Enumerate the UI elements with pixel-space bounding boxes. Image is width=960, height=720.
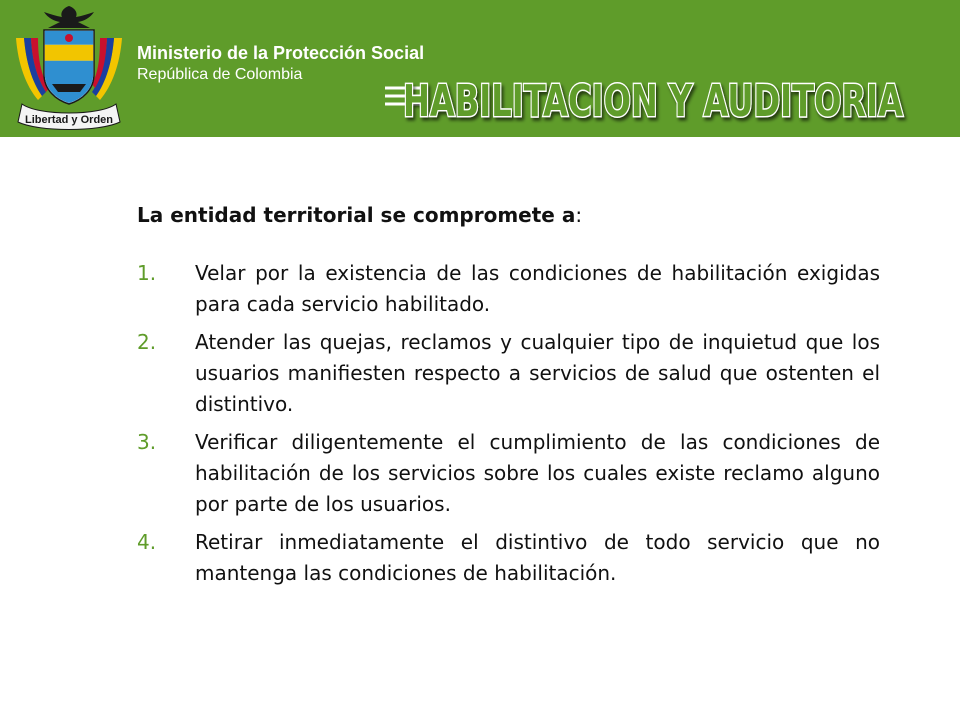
commitments-list xyxy=(137,258,880,589)
main-content xyxy=(137,200,880,596)
ministry-subtitle: República de Colombia xyxy=(137,66,303,83)
svg-text:Libertad y Orden: Libertad y Orden xyxy=(24,114,114,126)
list-item-number: 4. xyxy=(137,530,157,554)
header-banner xyxy=(0,0,960,137)
list-item xyxy=(137,527,880,589)
list-item xyxy=(137,327,880,420)
list-item-number: 2. xyxy=(137,330,157,354)
ministry-title: Ministerio de la Protección Social xyxy=(137,43,425,63)
intro-text: La entidad territorial se compromete a xyxy=(137,203,576,227)
list-item-number: 1. xyxy=(137,261,157,285)
section-title-text: HABILITACION Y AUDITORIA xyxy=(403,76,903,127)
intro-colon: : xyxy=(575,203,583,227)
list-item-text: Velar por la existencia de las condiciones de habilitación exigidas para cada servicio habilitado. xyxy=(195,261,880,316)
list-item xyxy=(137,258,880,320)
ministry-block xyxy=(137,42,424,86)
section-title xyxy=(383,66,923,130)
list-item-text: Verificar diligentemente el cumplimiento de las condiciones de habilitación de los servicios sobre los cuales existe reclamo alguno por parte de los usuarios. xyxy=(195,430,880,516)
list-item-text: Retirar inmediatamente el distintivo de todo servicio que no mantenga las condiciones de habilitación. xyxy=(195,530,880,585)
coat-of-arms-logo xyxy=(8,4,130,132)
list-item-text: Atender las quejas, reclamos y cualquier tipo de inquietud que los usuarios manifiesten respecto a servicios de salud que ostenten el distintivo. xyxy=(195,330,880,416)
list-item-number: 3. xyxy=(137,430,157,454)
list-item xyxy=(137,427,880,520)
intro-heading xyxy=(137,200,880,230)
